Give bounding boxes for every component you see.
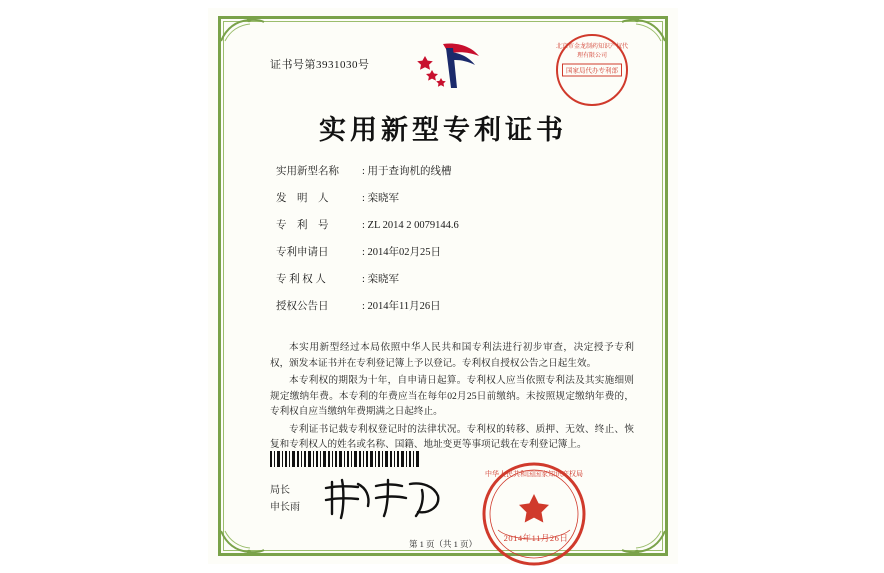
field-label: 授权公告日 [276, 301, 329, 313]
director-label: 局长 [270, 485, 290, 496]
agency-seal-stamp [556, 34, 628, 106]
body-paragraph: 专利证书记载专利权登记时的法律状况。专利权的转移、质押、无效、终止、恢复和专利权人的姓名或名称、国籍、地址变更等事项记载在专利登记簿上。 [270, 423, 634, 450]
body-paragraph: 本专利权的期限为十年，自申请日起算。专利权人应当依照专利法及其实施细则规定缴纳年费。本专利的年费应当在每年02月25日前缴纳。未按照规定缴纳年费的，专利权自应当缴纳年费期满之日起终止。 [270, 375, 634, 417]
field-separator: : [362, 301, 365, 313]
field-value: 2014年02月25日 [367, 247, 442, 259]
field-value: 2014年11月26日 [367, 301, 441, 313]
agency-seal-center-text: 国家局代办专利部 [562, 64, 622, 77]
official-seal-stamp [480, 460, 588, 568]
field-row [276, 166, 632, 179]
field-row [276, 220, 632, 233]
certificate-title: 实用新型专利证书 [319, 115, 567, 146]
field-value: 栾晓军 [367, 193, 400, 205]
field-separator: : [362, 274, 365, 286]
field-row [276, 274, 632, 287]
body-paragraph: 本实用新型经过本局依照中华人民共和国专利法进行初步审查，决定授予专利权，颁发本证书并在专利登记簿上予以登记。专利权自授权公告之日起生效。 [270, 342, 634, 369]
director-block [270, 482, 300, 516]
field-row [276, 193, 632, 206]
cnipa-patent-logo-icon [413, 38, 485, 94]
corner-ornament-icon [219, 17, 265, 43]
field-label: 专利申请日 [276, 247, 329, 259]
patent-certificate [208, 8, 678, 564]
field-label: 专 利 号 [276, 220, 329, 232]
field-separator: : [362, 193, 365, 205]
director-signature [318, 474, 448, 524]
director-name: 申长雨 [270, 502, 300, 513]
field-separator: : [362, 166, 365, 177]
field-row [276, 247, 632, 260]
page-indicator: 第 1 页（共 1 页） [408, 539, 477, 549]
field-value: 栾晓军 [367, 274, 400, 286]
field-value: 用于查询机的线槽 [367, 166, 452, 177]
field-separator: : [362, 220, 365, 232]
field-label: 实用新型名称 [276, 166, 339, 177]
patent-barcode-icon [270, 451, 420, 473]
certificate-body-text [270, 340, 634, 455]
field-label: 发 明 人 [276, 193, 329, 205]
agency-seal-outer-text: 北京市金龙制药知识产权代理有限公司 [556, 44, 629, 59]
field-row [276, 301, 632, 314]
field-separator: : [362, 247, 365, 259]
certificate-number: 证书号第3931030号 [270, 59, 370, 71]
field-value: ZL 2014 2 0079144.6 [367, 220, 459, 232]
official-seal-date: 2014年11月26日 [503, 533, 569, 543]
field-label: 专 利 权 人 [276, 274, 326, 286]
patent-fields [276, 166, 632, 329]
svg-text:中华人民共和国国家知识产权局: 中华人民共和国国家知识产权局 [485, 470, 583, 478]
